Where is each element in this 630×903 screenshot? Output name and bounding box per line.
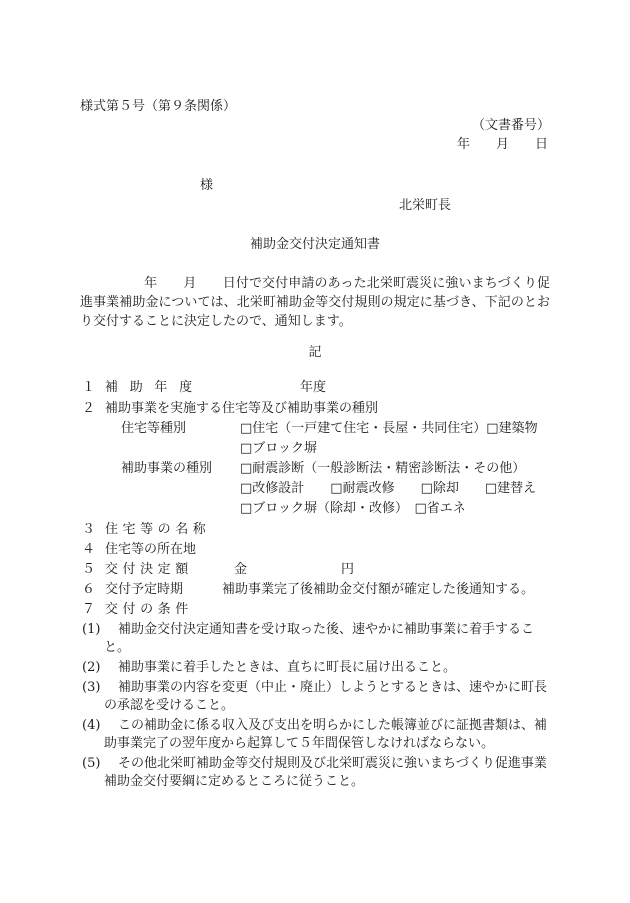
housing-type-label: 住宅等種別 [121,421,187,436]
page-title: 補助金交付決定通知書 [249,237,380,252]
ki-heading: 記 [308,345,322,360]
housing-type-options-1: □住宅（一戸建て住宅・長屋・共同住宅）□建築物 [240,421,538,436]
item-5-label: 交付決定額 [105,562,193,577]
project-type-options-1: □耐震診断（一般診断法・精密診断法・その他） [240,461,526,476]
item-1-num: １ [82,380,96,395]
condition-num: (5) [82,756,101,771]
item-2-label: 補助事業を実施する住宅等及び補助事業の種別 [105,401,379,416]
project-type-options-2: □改修設計 □耐震改修 □除却 □建替え [240,481,537,496]
condition-num: (1) [82,622,101,637]
condition-item [82,717,552,753]
item-6-value: 補助事業完了後補助金交付額が確定した後通知する。 [222,582,535,597]
condition-text: 補助事業に着手したときは、直ちに町長に届け出ること。 [118,660,457,675]
item-5-suffix: 円 [341,562,355,577]
condition-text: 補助事業の内容を変更（中止・廃止）しようとするときは、速やかに町長の承認を受けること。 [104,680,548,713]
condition-item [82,755,552,791]
document-number: （文書番号） [471,118,550,133]
item-3-num: ３ [82,522,96,537]
condition-item [82,659,552,677]
condition-num: (3) [82,680,101,695]
housing-type-options-2: □ブロック塀 [240,441,318,456]
item-5-num: ５ [82,562,96,577]
condition-text: その他北栄町補助金等交付規則及び北栄町震災に強いまちづくり促進事業補助金交付要綱に定めるところに従うこと。 [104,756,547,789]
condition-num: (2) [82,660,101,675]
item-6-num: ６ [82,582,96,597]
item-4-label: 住宅等の所在地 [105,542,197,557]
intro-text: 年 月 日付で交付申請のあった北栄町震災に強いまちづくり促進事業補助金については、北栄町補助金等交付規則の規定に基づき、下記のとおり交付することに決定したので、通知します。 [80,276,550,329]
item-5-prefix: 金 [234,562,248,577]
item-1-value: 年度 [300,380,327,395]
form-label: 様式第５号（第９条関係） [80,99,237,114]
item-6-label: 交付予定時期 [105,582,184,597]
project-type-label: 補助事業の種別 [121,461,213,476]
issuer: 北栄町長 [399,198,452,213]
item-7-num: ７ [82,602,96,617]
condition-item [82,621,552,657]
item-7-label: 交付の条件 [105,602,193,617]
item-1-label: 補助年度 [105,380,204,395]
project-type-options-3: □ブロック塀（除却・改修） □省エネ [240,501,466,516]
condition-text: この補助金に係る収入及び支出を明らかにした帳簿並びに証拠書類は、補助事業完了の翌年度から起算して５年間保管しなければならない。 [104,718,548,751]
condition-num: (4) [82,718,101,733]
item-2-num: ２ [82,401,96,416]
addressee-suffix: 様 [200,178,214,193]
condition-item [82,679,552,715]
intro-paragraph [80,274,550,331]
date-line: 年 月 日 [457,137,549,152]
item-3-label: 住宅等の名称 [105,522,211,537]
condition-text: 補助金交付決定通知書を受け取った後、速やかに補助事業に着手すること。 [104,622,535,655]
item-4-num: ４ [82,542,96,557]
